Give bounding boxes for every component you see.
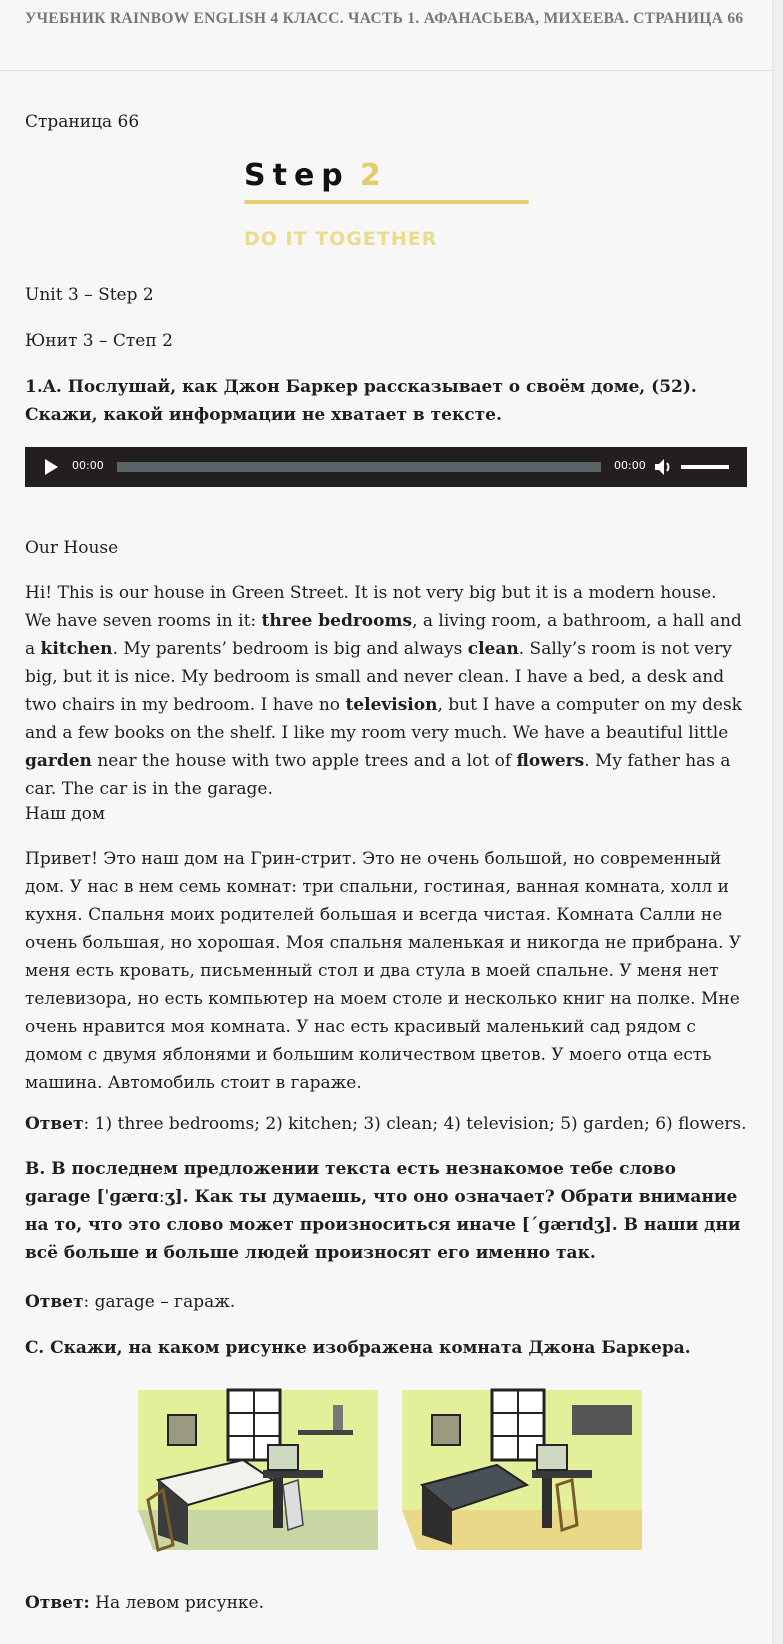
answer-c bbox=[25, 1589, 747, 1617]
page-label: Страница 66 bbox=[25, 112, 140, 132]
volume-slider[interactable] bbox=[681, 465, 729, 469]
step-logo-underline bbox=[244, 200, 529, 204]
text-en-body bbox=[25, 579, 747, 803]
answer-label: Ответ bbox=[25, 1292, 84, 1312]
unit-title-en: Unit 3 – Step 2 bbox=[25, 285, 154, 305]
task-c-heading: C. Скажи, на каком рисунке изображена комната Джона Баркера. bbox=[25, 1338, 691, 1358]
text-en-title: Our House bbox=[25, 538, 119, 558]
answer-label: Ответ bbox=[25, 1114, 84, 1134]
answer-a-text: : 1) three bedrooms; 2) kitchen; 3) clean; 4) television; 5) garden; 6) flowers. bbox=[83, 1114, 747, 1134]
keyword-flowers: flowers bbox=[516, 751, 585, 771]
current-time: 00:00 bbox=[72, 459, 104, 472]
text-segment: near the house with two apple trees and a lot of bbox=[91, 751, 517, 771]
text-ru-title: Наш дом bbox=[25, 804, 106, 824]
answer-b bbox=[25, 1288, 747, 1316]
text-segment: . My parents’ bedroom is big and always bbox=[112, 639, 468, 659]
page-scrollbar[interactable] bbox=[772, 0, 783, 1644]
keyword-garden: garden bbox=[25, 751, 92, 771]
answer-a bbox=[25, 1110, 747, 1138]
text-segment: , but I have a computer on my desk and a few books on the shelf. I like my room very much. We have a beautiful little bbox=[25, 695, 742, 743]
messy-room-illustration bbox=[133, 1385, 385, 1555]
step-logo-number: 2 bbox=[360, 158, 381, 193]
step-logo-image bbox=[244, 158, 544, 258]
unit-title-ru: Юнит 3 – Степ 2 bbox=[25, 331, 173, 351]
progress-rail[interactable] bbox=[117, 462, 601, 472]
duration-time: 00:00 bbox=[614, 459, 646, 472]
keyword-kitchen: kitchen bbox=[40, 639, 113, 659]
text-segment: , a living room, a bathroom, a hall and a bbox=[25, 611, 742, 659]
audio-player bbox=[25, 447, 747, 487]
task-a-heading: 1.A. Послушай, как Джон Баркер рассказывает о своём доме, (52). Скажи, какой информации не хватает в тексте. bbox=[25, 377, 697, 425]
text-segment: Hi! This is our house in Green Street. It is not very big but it is a modern house. We have seven rooms in it: bbox=[25, 583, 717, 631]
answer-b-text: : garage – гараж. bbox=[83, 1292, 236, 1312]
keyword-television: television bbox=[345, 695, 438, 715]
text-segment: . Sally’s room is not very big, but it is nice. My bedroom is small and never clean. I have a bed, a desk and two chairs in my bedroom. I have no bbox=[25, 639, 732, 715]
task-b-heading: B. В последнем предложении текста есть незнакомое тебе слово garage [ˈɡærɑːʒ]. Как ты думаешь, что оно означает? Обрати внимание на то, что это слово может произноситься иначе [ˊɡærɪdʒ]. В наши дни всё больше и больше людей произносят его именно так. bbox=[25, 1159, 741, 1263]
page-header bbox=[0, 0, 783, 71]
step-logo-word: Step bbox=[244, 158, 350, 193]
tidy-room-illustration bbox=[397, 1385, 649, 1555]
page-header-title: УЧЕБНИК RAINBOW ENGLISH 4 КЛАСС. ЧАСТЬ 1. АФАНАСЬЕВА, МИХЕЕВА. СТРАНИЦА 66 bbox=[25, 10, 744, 27]
play-icon[interactable] bbox=[45, 459, 58, 475]
keyword-three-bedrooms: three bedrooms bbox=[261, 611, 413, 631]
answer-label: Ответ: bbox=[25, 1593, 90, 1613]
volume-icon[interactable] bbox=[654, 458, 674, 476]
step-logo-subtitle: DO IT TOGETHER bbox=[244, 228, 438, 250]
text-segment: . My father has a car. The car is in the garage. bbox=[25, 751, 731, 799]
answer-c-text: На левом рисунке. bbox=[89, 1593, 264, 1613]
text-ru-body: Привет! Это наш дом на Грин-стрит. Это не очень большой, но современный дом. У нас в нем семь комнат: три спальни, гостиная, ванная комната, холл и кухня. Спальня моих родителей большая и всегда чистая. Комната Салли не очень большая, но хорошая. Моя спальня маленькая и никогда не прибрана. У меня есть кровать, письменный стол и два стула в моей спальне. У меня нет телевизора, но есть компьютер на моем столе и несколько книг на полке. Мне очень нравится моя комната. У нас есть красивый маленький сад рядом с домом с двумя яблонями и большим количеством цветов. У моего отца есть машина. Автомобиль стоит в гараже. bbox=[25, 849, 742, 1093]
keyword-clean: clean bbox=[467, 639, 519, 659]
